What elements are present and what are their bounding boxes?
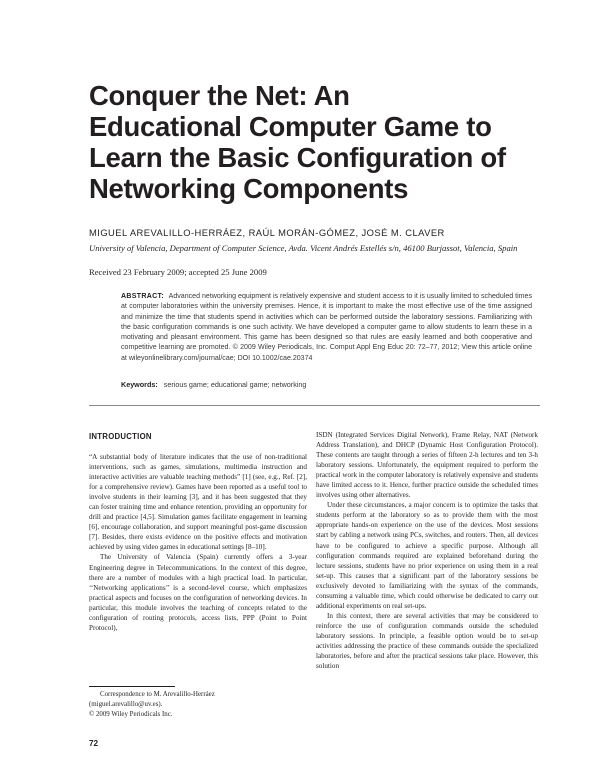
left-column <box>89 432 307 633</box>
author-list: MIGUEL AREVALILLO-HERRÁEZ, RAÚL MORÁN-GÓMEZ, JOSÉ M. CLAVER <box>89 227 445 238</box>
section-divider <box>89 405 540 406</box>
abstract-label: ABSTRACT: <box>121 293 165 300</box>
keywords <box>121 380 306 389</box>
abstract-text: Advanced networking equipment is relatively expensive and student access to it is usually limited to scheduled times at computer laboratories within the university premises. Hence, it is important to make the most effective use of the time assigned and minimize the time that students spend in activities which can be performed outside the laboratory sessions. Familiarizing with the basic configuration commands is one such activity. We have developed a computer game to allow students to learn these in a motivating and pleasant environment. This game has been designed so that rules are easily learned and both cooperative and competitive learning are promoted. © 2009 Wiley Periodicals, Inc. Comput Appl Eng Educ 20: 72–77, 2012; View this article online at wileyonlinelibrary.com/journal/cae; DOI 10.1002/cae.20374 <box>121 293 532 362</box>
article-title <box>89 80 569 204</box>
body-paragraph: Under these circumstances, a major concern is to optimize the tasks that students perform at the laboratory so as to provide them with the most appropriate hands-on experience on the use of the devices. Most sessions start by cabling a network using PCs, switches, and routers. Then, all devices have to be configured to achieve a specific purpose. Although all configuration commands required are explained beforehand during the lecture sessions, students have no prior experience on using them in a real set-up. This causes that a significant part of the laboratory sessions be exclusively devoted to familiarizing with the syntax of the commands, consuming a valuable time, which could otherwise be dedicated to carry out additional experiments on real set-ups. <box>316 501 538 610</box>
right-column <box>316 430 538 671</box>
received-dates: Received 23 February 2009; accepted 25 June 2009 <box>89 267 267 277</box>
footnote-divider <box>89 686 175 687</box>
title-line: Educational Computer Game to <box>89 111 492 142</box>
copyright-note: © 2009 Wiley Periodicals Inc. <box>89 711 173 719</box>
introduction-heading: INTRODUCTION <box>89 432 152 441</box>
affiliation: University of Valencia, Department of Computer Science, Avda. Vicent Andrés Estellés s/n, 46100 Burjassot, Valencia, Spain <box>89 243 518 253</box>
keywords-label: Keywords: <box>121 380 158 389</box>
abstract <box>121 292 532 364</box>
correspondence-email: (miguel.arevalillo@uv.es). <box>89 701 163 709</box>
body-paragraph: In this context, there are several activities that may be considered to reinforce the use of configuration commands outside the scheduled laboratory sessions. In principle, a feasible option would be to set-up activities addressing the practice of these commands outside the specialized laboratories, before and after the practical sessions take place. However, this solution <box>316 611 538 671</box>
title-line: Networking Components <box>89 173 409 204</box>
keywords-text: serious game; educational game; networking <box>163 380 307 389</box>
title-line: Conquer the Net: An <box>89 80 350 111</box>
body-paragraph: The University of Valencia (Spain) currently offers a 3-year Engineering degree in Telecommunications. In the context of this degree, there are a number of modules with a high practical load. In particular, ‘‘Networking applications’’ is a second-level course, which emphasizes practical aspects and focuses on the configuration of networking devices. In particular, this module involves the teaching of concepts related to the configuration of routing protocols, access lists, PPP (Point to Point Protocol), <box>89 553 307 632</box>
title-line: Learn the Basic Configuration of <box>89 142 506 173</box>
body-paragraph: ISDN (Integrated Services Digital Network), Frame Relay, NAT (Network Address Translation), and DHCP (Dynamic Host Configuration Protocol). These contents are taught through a series of fifteen 2-h lectures and ten 3-h laboratory sessions. Unfortunately, the equipment required to perform the practical work in the computer laboratory is relatively expensive and students have limited access to it. Hence, further practice outside the scheduled times involves using other alternatives. <box>316 431 538 500</box>
footnote <box>89 690 215 721</box>
body-paragraph: “A substantial body of literature indicates that the use of non-traditional interventions, such as games, simulations, multimedia instruction and interactive activities are valuable teaching methods” [1] (see, e.g., Ref. [2], for a comprehensive review). Games have been reported as a useful tool to involve students in their learning [3], and it has been suggested that they can foster training time and enhance retention, providing an opportunity for drill and practice [4,5]. Simulation games facilitate engagement in learning [6], encourage collaboration, and support meaningful post-game discussion [7]. Besides, there exists evidence on the positive effects and motivation achieved by using video games in educational settings [8–10]. <box>89 453 307 552</box>
page-number: 72 <box>89 739 99 748</box>
correspondence-note: Correspondence to M. Arevalillo-Herráez <box>100 691 215 698</box>
